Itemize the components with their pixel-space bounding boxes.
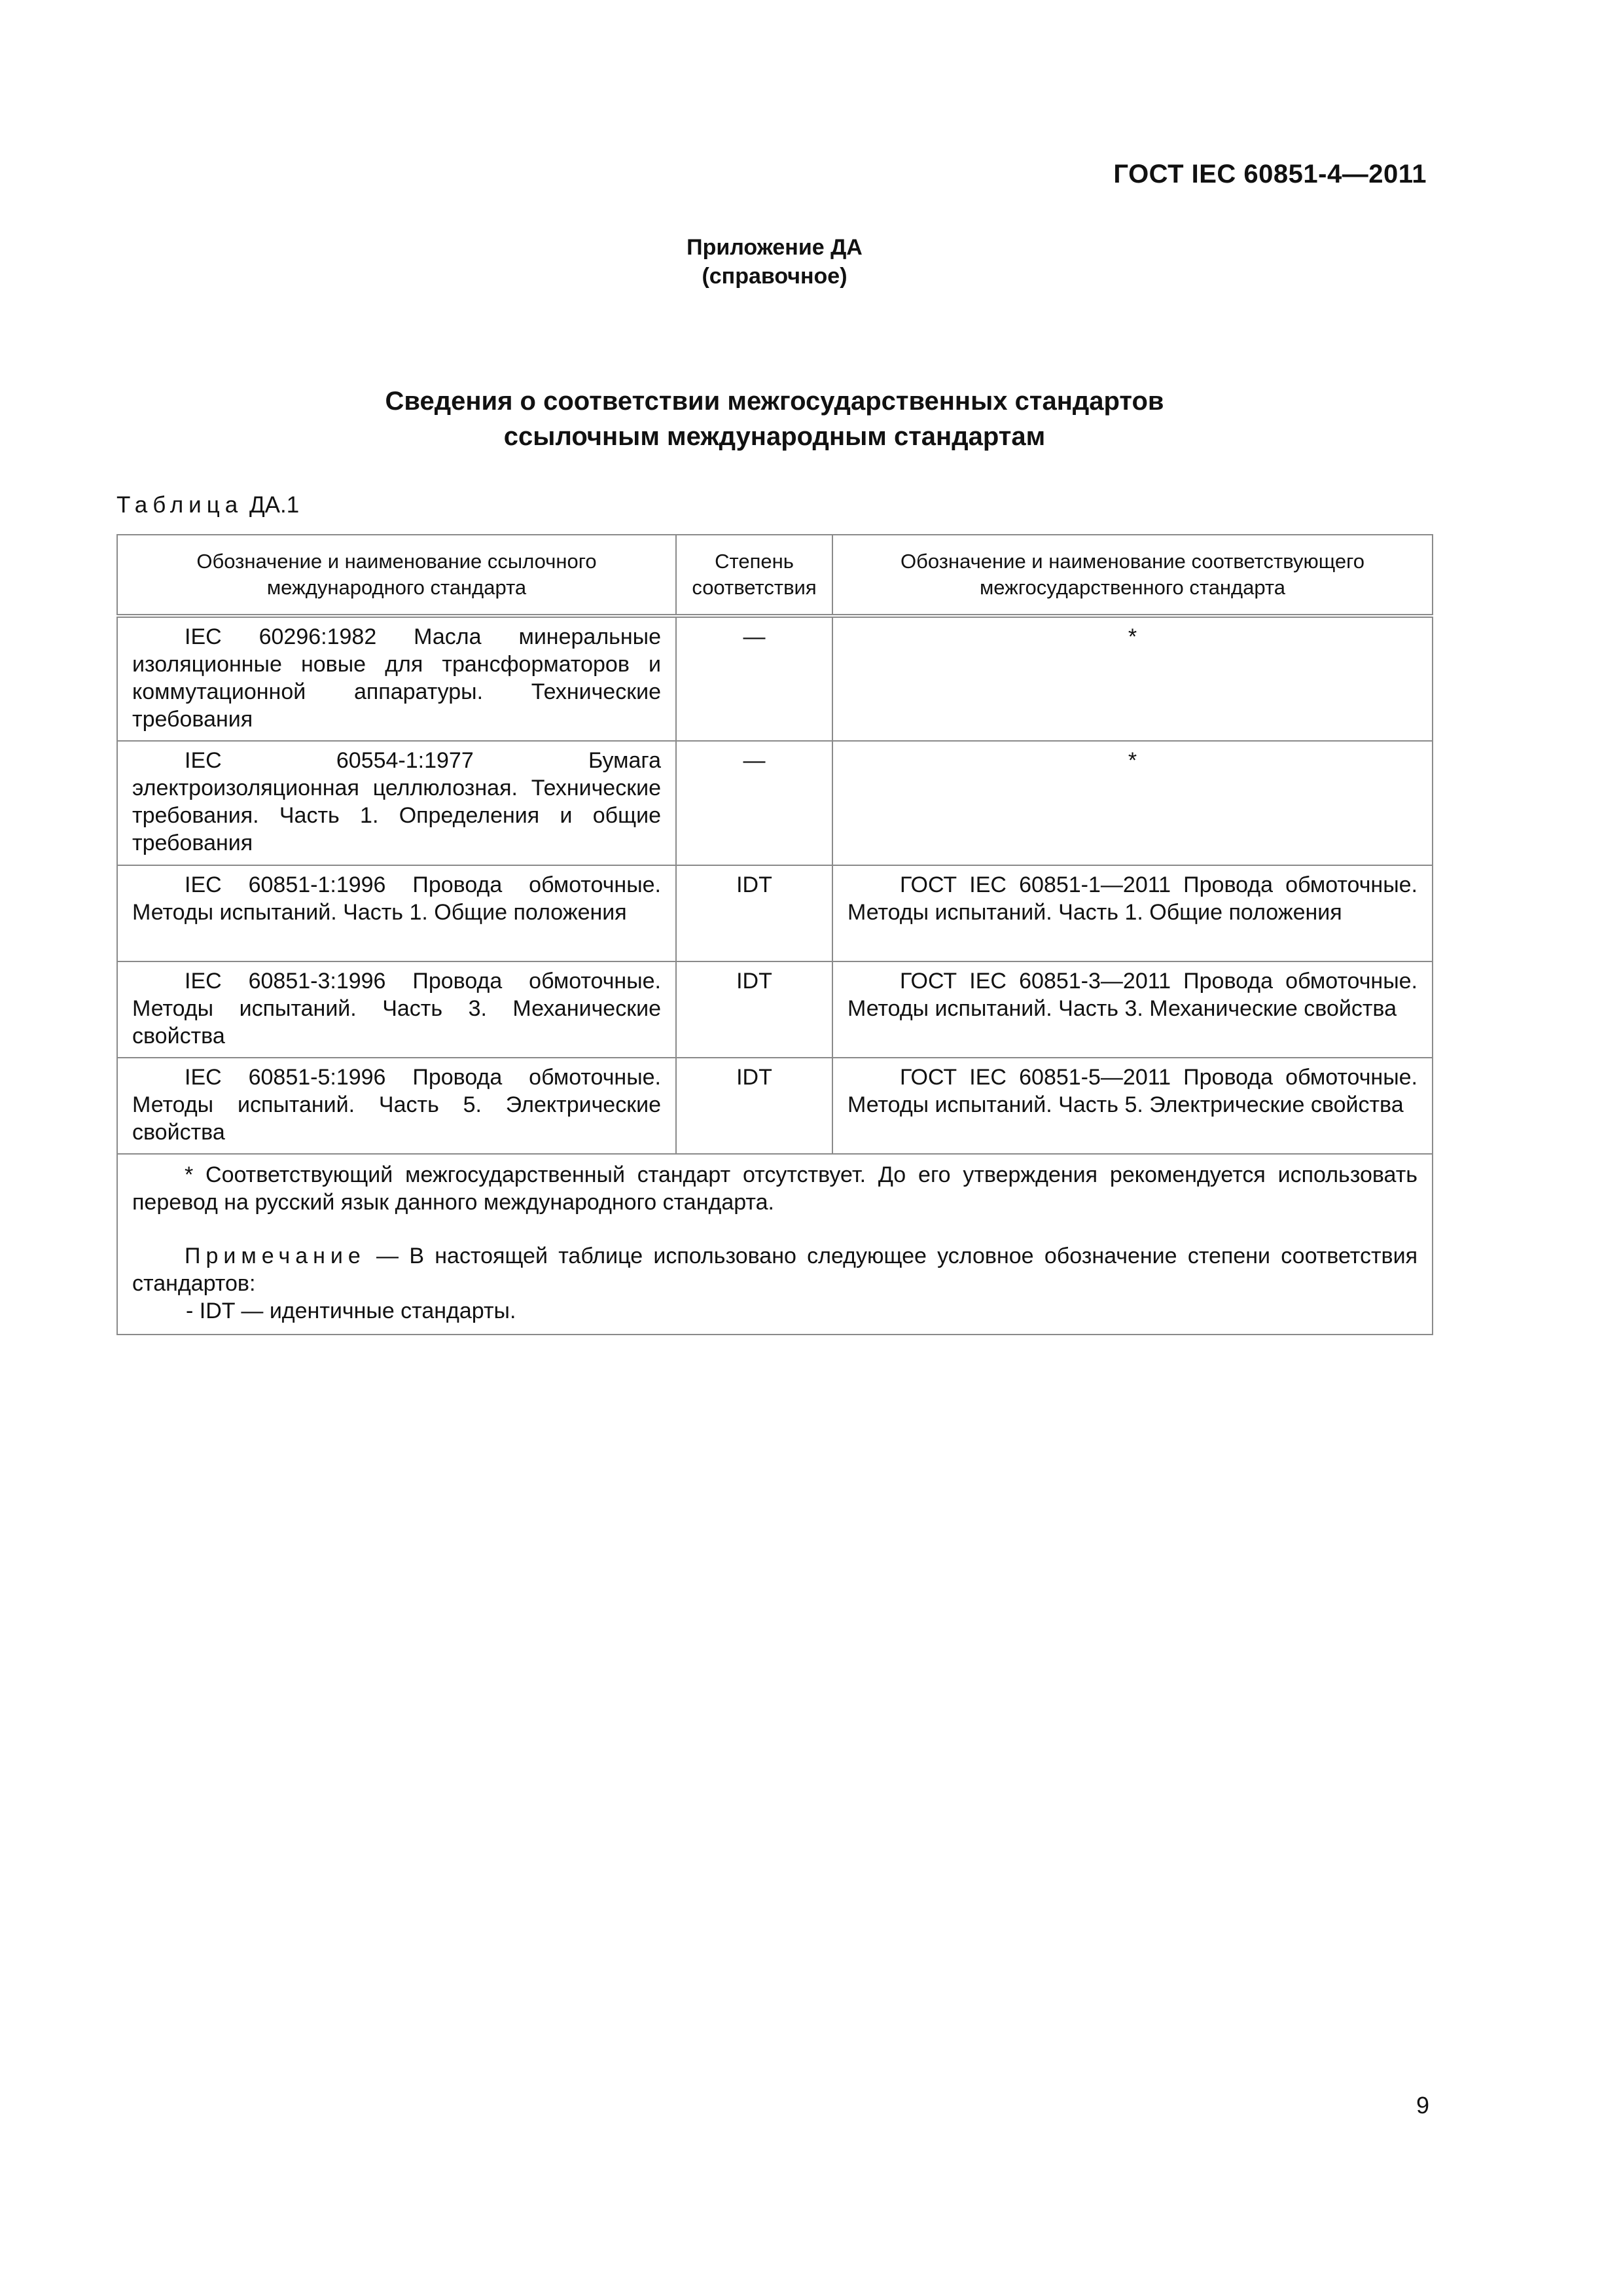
table-row	[117, 741, 1433, 865]
column-header-degree: Степень соответствия	[676, 535, 832, 616]
international-standard-cell: IEC 60851-1:1996 Провода обмоточные. Методы испытаний. Часть 1. Общие положения	[117, 865, 676, 961]
document-code: ГОСТ IEC 60851-4—2011	[1113, 160, 1427, 188]
column-header-interstate: Обозначение и наименование соответствующего межгосударственного стандарта	[832, 535, 1433, 616]
footnote-text: * Соответствующий межгосударственный стандарт отсутствует. До его утверждения рекомендуется использовать перевод на русский язык данного международного стандарта.	[132, 1162, 1418, 1215]
table-row	[117, 961, 1433, 1058]
column-header-international: Обозначение и наименование ссылочного международного стандарта	[117, 535, 676, 616]
interstate-standard-cell: *	[832, 616, 1433, 741]
degree-cell: —	[676, 741, 832, 865]
note-paragraph	[132, 1242, 1418, 1297]
note-label: Примечание	[185, 1244, 366, 1268]
section-title	[0, 384, 1549, 454]
correspondence-table	[116, 534, 1433, 1335]
note-text: — В настоящей таблице использовано следующее условное обозначение степени соответствия стандартов:	[132, 1244, 1418, 1296]
degree-cell: —	[676, 616, 832, 741]
footnote-cell	[117, 1154, 1433, 1335]
degree-cell: IDT	[676, 865, 832, 961]
table-row	[117, 865, 1433, 961]
section-title-line-2: ссылочным международным стандартам	[503, 422, 1046, 451]
international-standard-cell: IEC 60851-3:1996 Провода обмоточные. Методы испытаний. Часть 3. Механические свойства	[117, 961, 676, 1058]
table-footnote-row	[117, 1154, 1433, 1335]
international-standard-cell: IEC 60851-5:1996 Провода обмоточные. Методы испытаний. Часть 5. Электрические свойства	[117, 1058, 676, 1154]
table-label-id: ДА.1	[249, 492, 300, 518]
table-header-row	[117, 535, 1433, 616]
interstate-standard-cell: ГОСТ IEC 60851-3—2011 Провода обмоточные. Методы испытаний. Часть 3. Механические свойства	[832, 961, 1433, 1058]
international-standard-cell: IEC 60296:1982 Масла минеральные изоляционные новые для трансформаторов и коммутационной аппаратуры. Технические требования	[117, 616, 676, 741]
table-row	[117, 616, 1433, 741]
appendix-heading	[0, 233, 1549, 291]
interstate-standard-cell: ГОСТ IEC 60851-5—2011 Провода обмоточные. Методы испытаний. Часть 5. Электрические свойства	[832, 1058, 1433, 1154]
table-label	[116, 492, 299, 518]
page-number: 9	[1416, 2092, 1430, 2119]
table-label-word: Таблица	[116, 492, 243, 518]
degree-cell: IDT	[676, 961, 832, 1058]
interstate-standard-cell: *	[832, 741, 1433, 865]
note-list-item: - IDT — идентичные стандарты.	[186, 1299, 516, 1323]
interstate-standard-cell: ГОСТ IEC 60851-1—2011 Провода обмоточные. Методы испытаний. Часть 1. Общие положения	[832, 865, 1433, 961]
international-standard-cell: IEC 60554-1:1977 Бумага электроизоляционная целлюлозная. Технические требования. Часть 1. Определения и общие требования	[117, 741, 676, 865]
table-row	[117, 1058, 1433, 1154]
degree-cell: IDT	[676, 1058, 832, 1154]
appendix-subtitle: (справочное)	[702, 264, 847, 289]
appendix-title: Приложение ДА	[687, 235, 863, 260]
section-title-line-1: Сведения о соответствии межгосударственных стандартов	[385, 387, 1164, 416]
